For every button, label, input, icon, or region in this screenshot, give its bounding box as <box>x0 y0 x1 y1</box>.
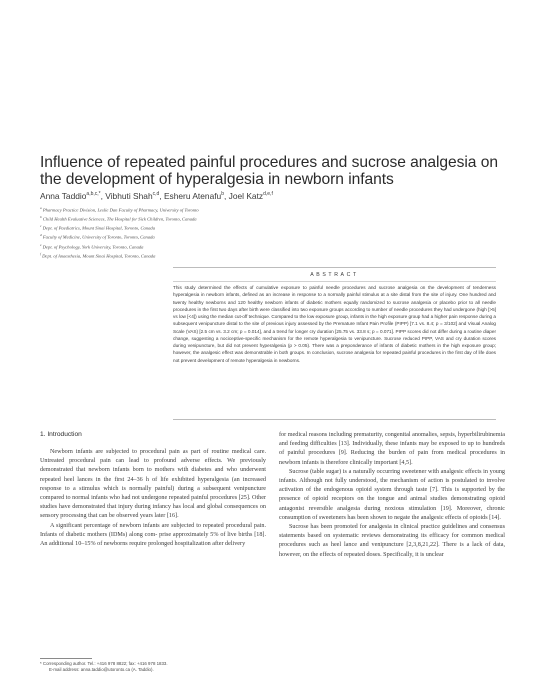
affiliation-text: Dept. of Paediatrics, Mount Sinai Hospital, Toronto, Canada <box>41 225 156 231</box>
affiliation-text: Child Health Evaluative Sciences, The Hospital for Sick Children, Toronto, Canada <box>41 216 197 222</box>
affiliation-text: Faculty of Medicine, University of Toronto, Toronto, Canada <box>41 234 155 240</box>
affiliation-line <box>40 214 500 223</box>
author-affiliation-marker: b <box>221 191 224 198</box>
author-name: Esheru Atenafu <box>163 191 222 201</box>
affiliation-line <box>40 223 500 232</box>
author-name: Anna Taddio <box>40 191 87 201</box>
author-name: Joel Katz <box>228 191 264 201</box>
affiliation-marker: b <box>40 215 42 220</box>
affiliation-line <box>40 205 500 214</box>
footnote-email-line: E-mail address: anna.taddio@utoronto.ca (A. Taddio). <box>49 667 154 673</box>
affiliation-marker: c <box>40 224 42 229</box>
intro-paragraph: Newborn infants are subjected to procedural pain as part of routine medical care. Untreated procedural pain can lead to profound adverse effects. We previously demonstrated that newborn infants born to mothers with diabetes and who underwent repeated heel lances in the first 24–36 h of life exhibited hyperalgesia (an increased response to a stimulus which is normally painful) during a subsequent venipuncture compared to normal infants who had not undergone repeated painful procedures [25]. Other studies have demonstrated that injury during infancy has local and global consequences on sensory processing that can be observed years later [16]. <box>40 449 266 520</box>
affiliation-text: Pharmacy Practice Division, Leslie Dan Faculty of Pharmacy, University of Toronto <box>41 207 199 213</box>
abstract-body: This study determined the effects of cumulative exposure to painful needle procedures and sucrose analgesia on the development of tenderness hyperalgesia in newborn infants, defined as an increase in response to a normally painful stimulus at a site distal from the site of injury. One hundred and twenty healthy newborns and 120 healthy newborn infants of diabetic mothers equally randomized to sucrose analgesia or placebo prior to all needle procedures in the first two days after birth were classified into two exposure groups according to number of needle procedures they had undergone (high [>5] vs low [<4]) using the median cut-off technique. Compared to the low exposure group, infants in the high exposure group had a higher pain response during a subsequent venipuncture distal to the site of previous injury assessed by the Premature Infant Pain Profile (PIPP) [7.1 vs. 8.4; p = 3/102] and Visual Analog Scale (VAS) [2.5 cm vs. 3.2 cm; p = 0.014], and a trend for longer cry duration [25.75 vs. 33.8 s; p = 0.071]. PIPP scores did not differ during a routine diaper change, suggesting a nociceptive-specific mechanism for the remote hyperalgesia to venipuncture. Sucrose reduced PIPP, VAS and cry duration scores during venipuncture, but did not prevent hyperalgesia (p > 0.05). There was a preponderance of infants of diabetic mothers in the high exposure group; however, the analgesic effect was demonstrable in both groups. In conclusion, sucrose analgesia for repeated painful procedures in the first day of life does not prevent development of remote hyperalgesia in newborns. <box>173 285 496 363</box>
abstract-bottom-rule <box>173 419 496 420</box>
author-line: Anna Taddio$^{a,b,c,*}$, Vibhuti Shah$^{c,d}$, Esheru Atenafu$^b$, Joel Katz$^{d,e,f}$ <box>40 191 273 201</box>
intro-paragraph: for medical reasons including prematurity, congenital anomalies, sepsis, hyperbilirubinemia and feeding difficulties [13]. Individually, these infants may be exposed to up to hundreds of painful procedures [9]. Reducing the burden of pain from medical procedures in newborn infants is therefore clinically important [4,5]. <box>279 432 505 466</box>
intro-column-right <box>279 431 505 560</box>
intro-paragraph: Sucrose has been promoted for analgesia in clinical practice guidelines and consensus statements based on systematic reviews demonstrating its efficacy for common medical procedures such as heel lance and venipuncture [2,3,8,21,22]. There is a lack of data, however, on the effects of repeated doses. Specifically, it is unclear <box>279 524 505 558</box>
affiliation-marker: d <box>40 233 42 238</box>
author-affiliation-marker: d,e,f <box>263 191 273 198</box>
affiliation-line <box>40 242 500 251</box>
footnote-contact-line: * Corresponding author. Tel.: +416 978 8822; fax: +416 978 1833. <box>40 661 168 666</box>
abstract-top-rule <box>173 267 496 268</box>
author-name: Vibhuti Shah <box>105 191 153 201</box>
affiliation-text: Dept. of Psychology, York University, Toronto, Canada <box>41 244 144 250</box>
intro-paragraph: Sucrose (table sugar) is a naturally occurring sweetener with analgesic effects in young infants. Although not fully understood, the mechanism of action is postulated to involve activation of the endogenous opioid system through taste [7]. This is supported by the presence of opioid receptors on the tongue and animal studies demonstrating opioid antagonist reversible analgesia during noxious stimulation [19]. Moreover, chronic consumption of sweeteners has been shown to negate the analgesic effects of opioids [14]. <box>279 468 505 521</box>
section-heading-introduction: 1. Introduction <box>40 431 82 438</box>
intro-paragraph: A significant percentage of newborn infants are subjected to repeated procedural pain. Infants of diabetic mothers (IDMs) along com- prise approximately 5% of live births [18]. An additional 10–15% of newborns require prolonged hospitalization after delivery <box>40 522 266 548</box>
article-title: Influence of repeated painful procedures and sucrose analgesia on the development of hyperalgesia in newborn infants <box>40 154 498 188</box>
intro-column-left <box>40 448 266 549</box>
abstract-mid-rule <box>173 281 496 282</box>
affiliation-marker: f <box>40 251 41 256</box>
affiliation-text: Dept. of Anaesthesia, Mount Sinai Hospital, Toronto, Canada <box>40 253 156 259</box>
affiliation-marker: e <box>40 242 42 247</box>
affiliations <box>40 205 500 260</box>
author-affiliation-marker: a,b,c,* <box>86 191 101 198</box>
affiliation-line <box>40 251 500 260</box>
footnote-rule <box>40 658 92 659</box>
affiliation-marker: a <box>40 206 42 210</box>
abstract-heading: ABSTRACT <box>310 272 359 278</box>
corresponding-author-footnote <box>40 661 270 674</box>
author-affiliation-marker: c,d <box>152 191 160 198</box>
affiliation-line <box>40 232 500 241</box>
